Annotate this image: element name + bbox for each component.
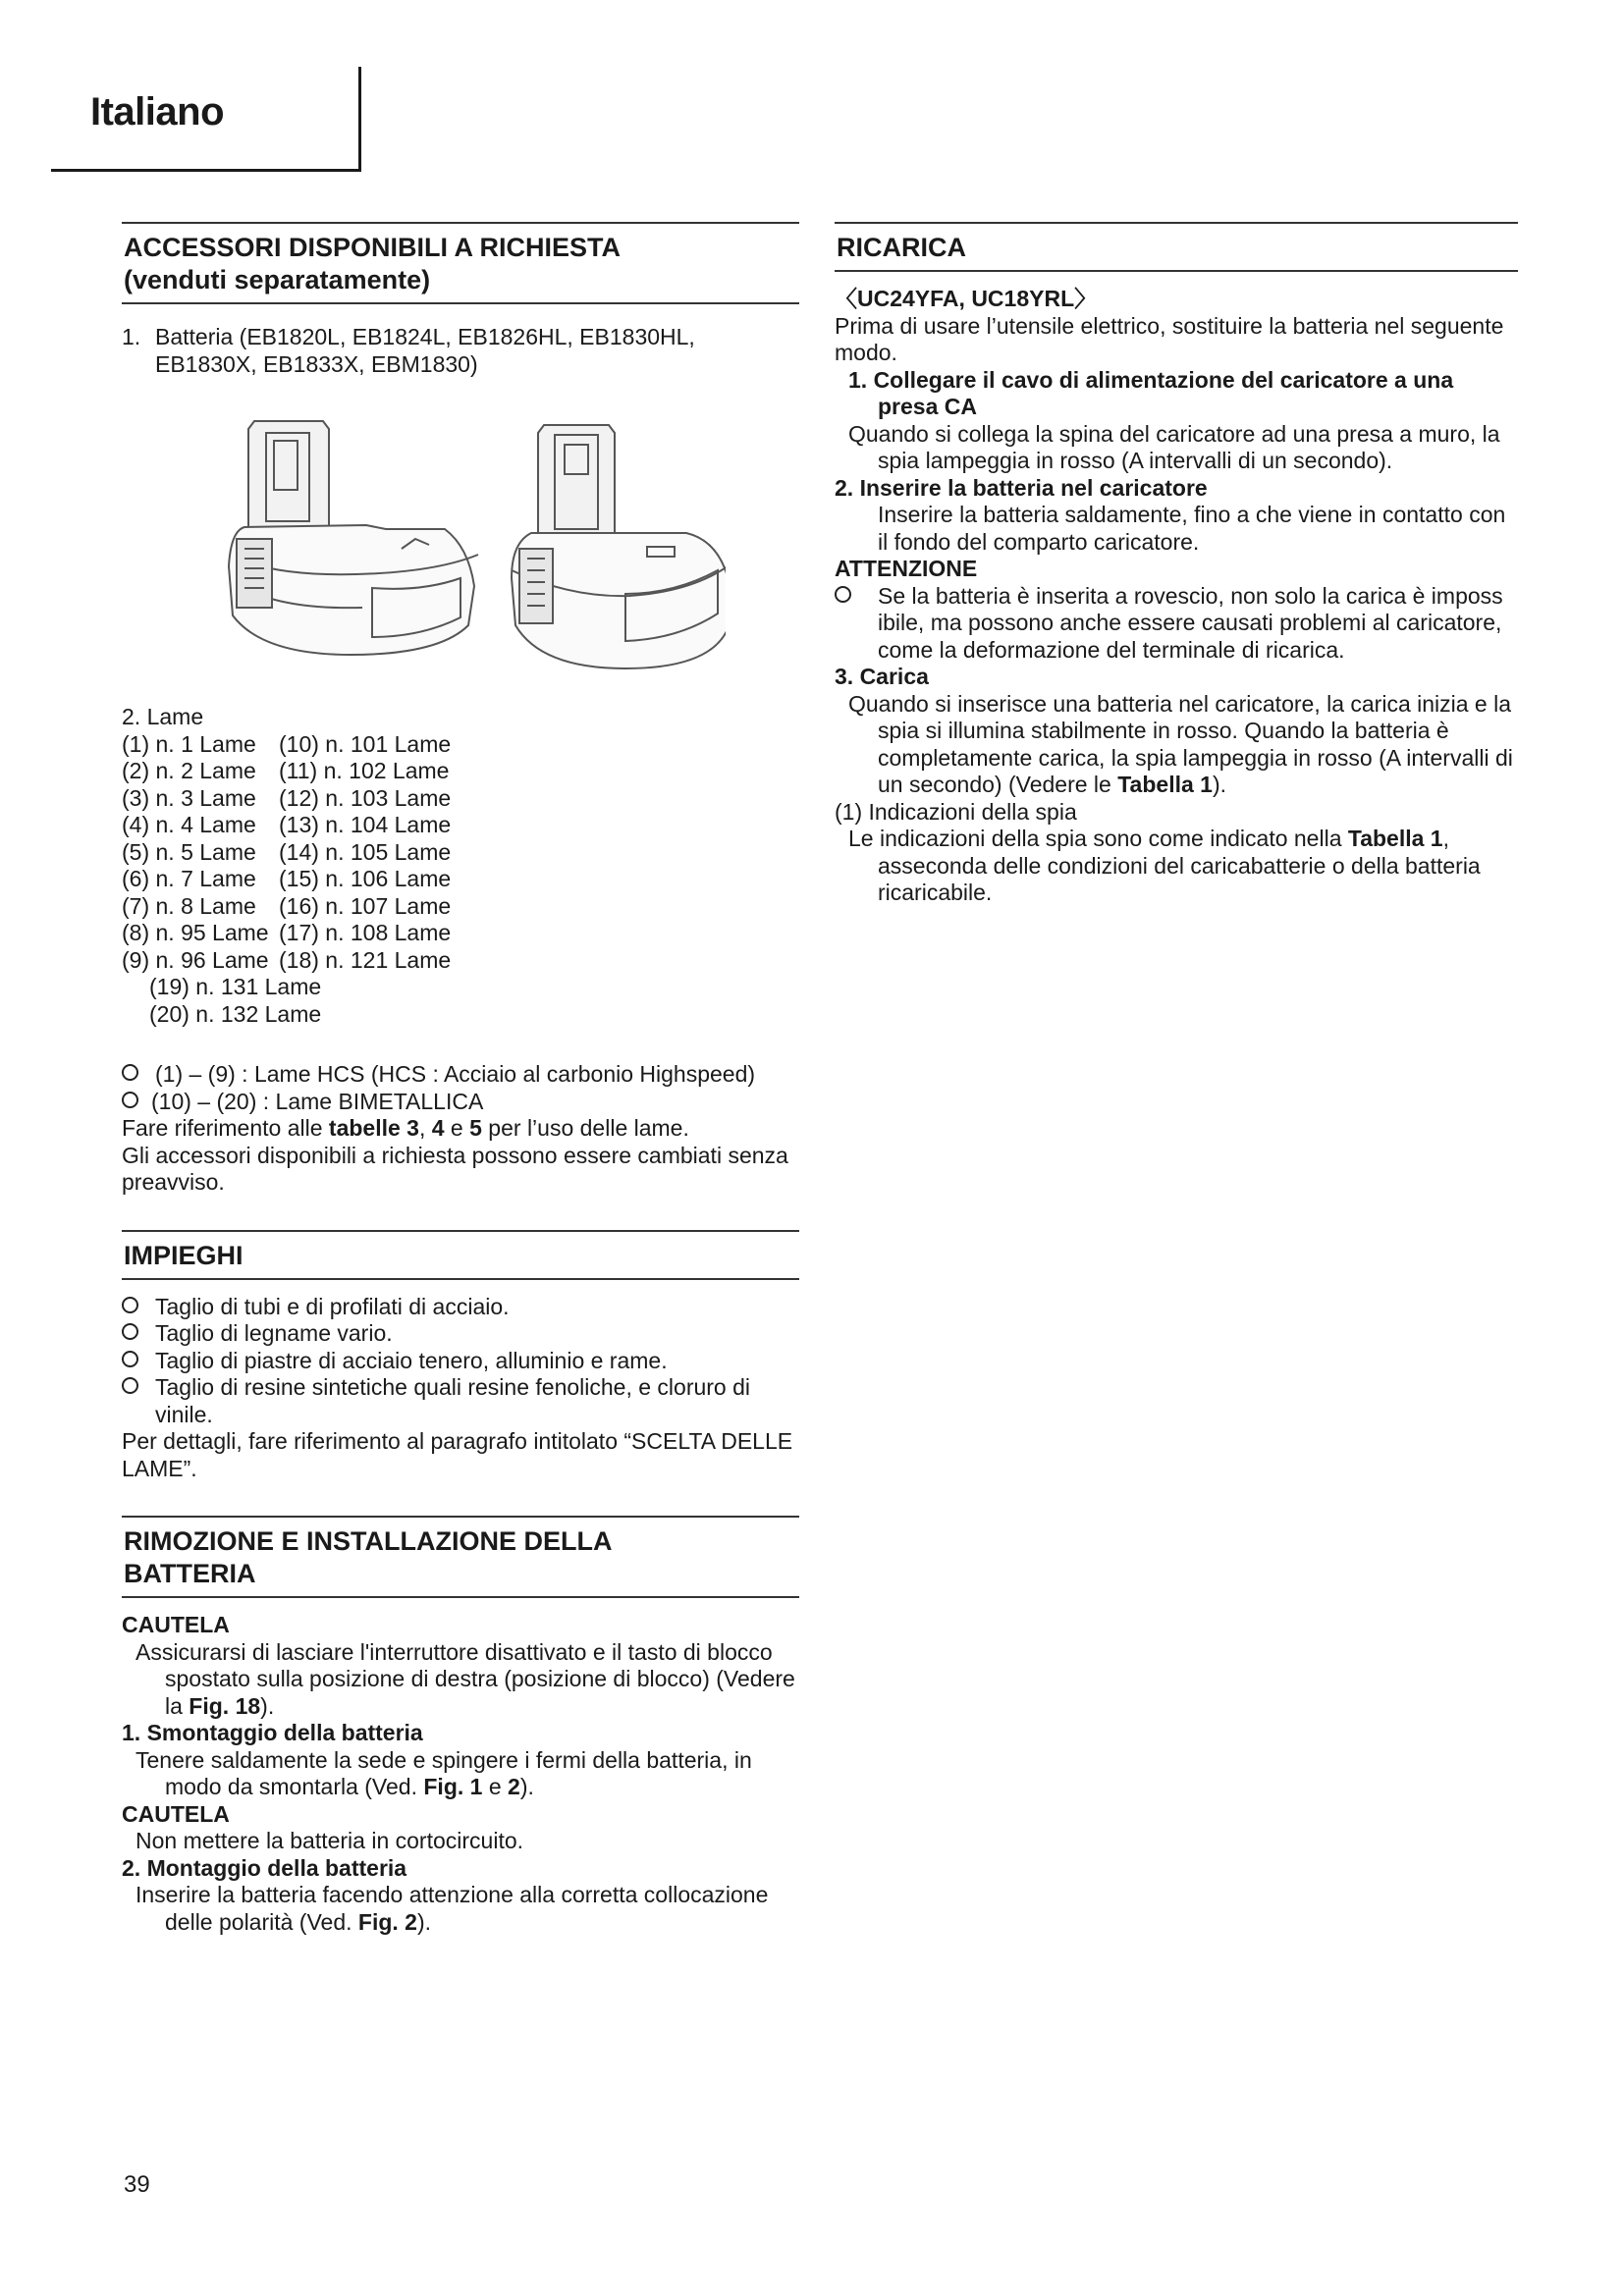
blade-entry: (1) n. 1 Lame [122, 730, 256, 757]
impieghi-item: Taglio di piastre di acciaio tenero, alluminio e rame. [122, 1348, 799, 1375]
attention-item: Se la batteria è inserita a rovescio, non solo la carica è imposs ibile, ma possono anche essere causati problemi al caricatore, come la deformazione del terminale di ricarica. [835, 583, 1518, 665]
ricarica-heading: RICARICA [835, 222, 1518, 272]
step-title: 1. Collegare il cavo di alimentazione del caricatore a una presa CA [848, 366, 1454, 419]
blade-row [122, 785, 799, 813]
blade-entry: (16) n. 107 Lame [279, 892, 452, 919]
circle-bullet-icon [835, 586, 851, 603]
blade-list [122, 731, 799, 1029]
accessories-title-line1: ACCESSORI DISPONIBILI A RICHIESTA [124, 233, 622, 262]
blade-row [122, 758, 799, 785]
battery-figure [122, 401, 799, 678]
impieghi-item: Taglio di tubi e di profilati di acciaio. [122, 1294, 799, 1321]
impieghi-heading: IMPIEGHI [122, 1230, 799, 1280]
blade-table-reference: Fare riferimento alle tabelle 3, 4 e 5 per l’uso delle lame. [122, 1115, 689, 1141]
blade-entry: (20) n. 132 Lame [149, 1000, 322, 1027]
blade-row [122, 920, 799, 947]
blade-entry: (3) n. 3 Lame [122, 784, 256, 811]
blade-row [122, 731, 799, 759]
blade-row [122, 812, 799, 839]
attention-title: ATTENZIONE [835, 556, 978, 581]
circle-bullet-icon [122, 1323, 138, 1340]
note-hcs: (1) – (9) : Lame HCS (HCS : Acciaio al carbonio Highspeed) [122, 1061, 799, 1089]
blade-entry: (7) n. 8 Lame [122, 892, 256, 919]
step-title: 2. Inserire la batteria nel caricatore [835, 474, 1208, 501]
right-column [835, 222, 1518, 907]
blade-entry: (4) n. 4 Lame [122, 812, 256, 837]
step-text: Tenere saldamente la sede e spingere i fermi della batteria, in modo da smontarla (Ved. Fig. 1 e 2). [135, 1746, 752, 1799]
impieghi-footer: Per dettagli, fare riferimento al paragrafo intitolato “SCELTA DELLE LAME”. [122, 1428, 793, 1481]
rimozione-heading: RIMOZIONE E INSTALLAZIONE DELLA BATTERIA [122, 1516, 799, 1598]
charger-models: 〈UC24YFA, UC18YRL〉 [835, 286, 1098, 311]
note-bimetal: (10) – (20) : Lame BIMETALLICA [122, 1089, 799, 1116]
blade-row [122, 839, 799, 867]
caution-text: Non mettere la batteria in cortocircuito. [135, 1828, 524, 1853]
blade-entry: (6) n. 7 Lame [122, 866, 256, 891]
caution-title: CAUTELA [122, 1612, 230, 1637]
blade-entry: (8) n. 95 Lame [122, 920, 269, 945]
blade-row [122, 893, 799, 921]
blade-entry: (11) n. 102 Lame [279, 758, 450, 783]
sub-title: (1) Indicazioni della spia [835, 798, 1077, 825]
circle-bullet-icon [122, 1064, 138, 1081]
step-title: 3. Carica [835, 664, 929, 689]
blade-entry: (14) n. 105 Lame [279, 838, 452, 865]
circle-bullet-icon [122, 1092, 138, 1108]
step-text: Quando si collega la spina del caricatore ad una presa a muro, la spia lampeggia in rosso (A intervalli di un secondo). [848, 420, 1500, 473]
blade-entry: (15) n. 106 Lame [279, 866, 452, 891]
sub-text: Le indicazioni della spia sono come indicato nella Tabella 1, asseconda delle condizioni del caricabatterie o della batteria ricaricabile. [848, 826, 1481, 905]
blade-entry: (13) n. 104 Lame [279, 812, 452, 837]
blade-row [122, 947, 799, 975]
blade-entry: (19) n. 131 Lame [149, 974, 322, 999]
step-text: Quando si inserisce una batteria nel caricatore, la carica inizia e la spia si illumina stabilmente in rosso. Quando la batteria è completamente carica, la spia lampeggia in rosso (A intervalli di un secondo) (Vedere le Tabella 1). [848, 690, 1513, 797]
impieghi-item: Taglio di resine sintetiche quali resine fenoliche, e cloruro di vinile. [122, 1374, 799, 1428]
accessories-notice: Gli accessori disponibili a richiesta possono essere cambiati senza preavviso. [122, 1142, 788, 1195]
blades-title: 2. Lame [122, 704, 204, 729]
blade-entry: (10) n. 101 Lame [279, 730, 452, 757]
blade-entry: (9) n. 96 Lame [122, 946, 269, 973]
page-number: 39 [124, 2171, 150, 2198]
circle-bullet-icon [122, 1377, 138, 1394]
step-title: 2. Montaggio della batteria [122, 1854, 407, 1881]
accessory-item-battery [122, 324, 799, 378]
step-title: 1. Smontaggio della batteria [122, 1720, 423, 1745]
accessories-heading [122, 222, 799, 304]
item-number: 1. [122, 324, 141, 349]
blade-entry: (2) n. 2 Lame [122, 758, 256, 783]
ricarica-intro: Prima di usare l’utensile elettrico, sostituire la batteria nel seguente modo. [835, 312, 1504, 365]
caution-text: Assicurarsi di lasciare l'interruttore disattivato e il tasto di blocco spostato sulla posizione di destra (posizione di blocco) (Vedere la Fig. 18). [135, 1638, 795, 1719]
blade-entry: (12) n. 103 Lame [279, 784, 452, 811]
left-column [122, 222, 799, 1936]
blade-row [122, 866, 799, 893]
blade-entry: (5) n. 5 Lame [122, 838, 256, 865]
language-label: Italiano [90, 90, 225, 133]
step-text: Inserire la batteria facendo attenzione alla corretta collocazione delle polarità (Ved. Fig. 2). [135, 1882, 769, 1935]
circle-bullet-icon [122, 1351, 138, 1367]
blade-entry: (18) n. 121 Lame [279, 946, 452, 973]
circle-bullet-icon [122, 1297, 138, 1313]
battery-models: Batteria (EB1820L, EB1824L, EB1826HL, EB1830HL, EB1830X, EB1833X, EBM1830) [155, 324, 695, 377]
impieghi-item: Taglio di legname vario. [122, 1320, 799, 1348]
caution-title: CAUTELA [122, 1800, 230, 1827]
accessories-title-line2: (venduti separatamente) [124, 265, 431, 294]
battery-illustration [215, 401, 726, 678]
step-text: Inserire la batteria saldamente, fino a che viene in contatto con il fondo del comparto caricatore. [878, 502, 1506, 555]
blade-entry: (17) n. 108 Lame [279, 920, 452, 945]
